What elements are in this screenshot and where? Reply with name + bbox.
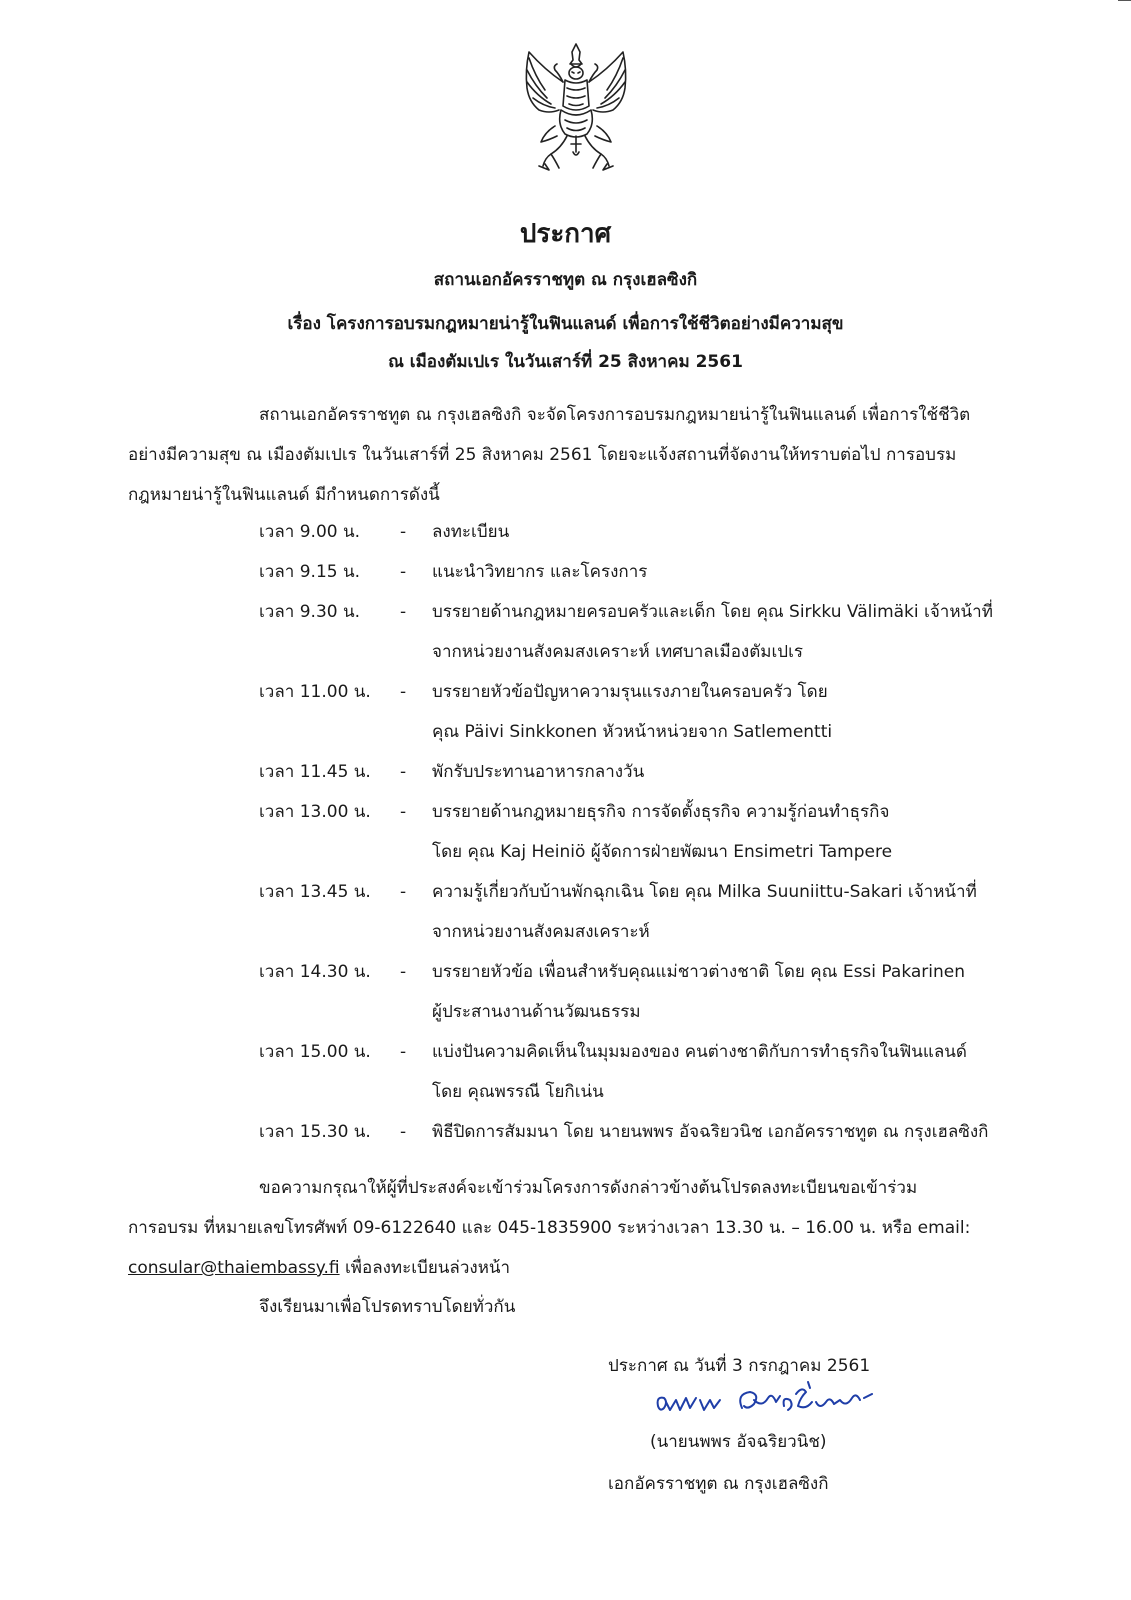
schedule-time: เวลา 15.30 น. [259,1122,371,1142]
intro-line: อย่างมีความสุข ณ เมืองตัมเปเร ในวันเสาร์ที่ 25 สิงหาคม 2561 โดยจะแจ้งสถานที่จัดงานให้ทราบต่อไป การอบรม [128,445,957,465]
schedule-item [0,1032,1131,1112]
schedule-time: เวลา 13.00 น. [259,802,371,822]
schedule-description-continued: ผู้ประสานงานด้านวัฒนธรรม [432,1002,641,1022]
page-title: ประกาศ [519,219,612,249]
schedule-time: เวลา 11.45 น. [259,762,371,782]
schedule-dash: - [400,522,407,542]
signer-name: (นายนพพร อัจฉริยวนิช) [650,1432,827,1452]
schedule-description: บรรยายด้านกฎหมายครอบครัวและเด็ก โดย คุณ Sirkku Välimäki เจ้าหน้าที่ [432,602,993,622]
schedule-dash: - [400,762,407,782]
schedule-item [0,512,1131,552]
schedule-item [0,752,1131,792]
schedule-description: พิธีปิดการสัมมนา โดย นายนพพร อัจฉริยวนิช เอกอัครราชทูต ณ กรุงเฮลซิงกิ [432,1122,989,1142]
schedule-description: ลงทะเบียน [432,522,510,542]
schedule-item [0,952,1131,1032]
schedule-item [0,1112,1131,1152]
closing-line: ขอความกรุณาให้ผู้ที่ประสงค์จะเข้าร่วมโครงการดังกล่าวข้างต้นโปรดลงทะเบียนขอเข้าร่วม [259,1178,918,1198]
closing-line [128,1248,1048,1288]
schedule-description: บรรยายหัวข้อปัญหาความรุนแรงภายในครอบครัว โดย [432,682,828,702]
schedule-item [0,672,1131,752]
schedule-dash: - [400,802,407,822]
schedule-description: ความรู้เกี่ยวกับบ้านพักฉุกเฉิน โดย คุณ Milka Suuniittu-Sakari เจ้าหน้าที่ [432,882,977,902]
schedule-description-continued: จากหน่วยงานสังคมสงเคราะห์ [432,922,650,942]
garuda-emblem-icon [515,40,637,175]
schedule-time: เวลา 14.30 น. [259,962,371,982]
schedule-item [0,792,1131,872]
schedule-time: เวลา 9.30 น. [259,602,361,622]
schedule-description-continued: โดย คุณ Kaj Heiniö ผู้จัดการฝ่ายพัฒนา Ensimetri Tampere [432,842,893,862]
schedule-dash: - [400,602,407,622]
schedule-description: บรรยายหัวข้อ เพื่อนสำหรับคุณแม่ชาวต่างชาติ โดย คุณ Essi Pakarinen [432,962,966,982]
top-edge-rule [1118,0,1131,1]
schedule-description-continued: โดย คุณพรรณี โยกิเน่น [432,1082,604,1102]
issuer-line: สถานเอกอัครราชทูต ณ กรุงเฮลซิงกิ [433,270,698,290]
intro-line: สถานเอกอัครราชทูต ณ กรุงเฮลซิงกิ จะจัดโครงการอบรมกฎหมายน่ารู้ในฟินแลนด์ เพื่อการใช้ชีวิต [259,405,971,425]
closing-line-rest: เพื่อลงทะเบียนล่วงหน้า [339,1258,511,1278]
schedule-description-continued: จากหน่วยงานสังคมสงเคราะห์ เทศบาลเมืองตัมเปเร [432,642,804,662]
handwritten-signature [650,1378,880,1422]
schedule-dash: - [400,562,407,582]
schedule-list [0,512,1131,1152]
schedule-time: เวลา 15.00 น. [259,1042,371,1062]
schedule-dash: - [400,882,407,902]
email-link[interactable]: consular@thaiembassy.fi [128,1258,340,1278]
schedule-item [0,872,1131,952]
schedule-dash: - [400,682,407,702]
schedule-description-continued: คุณ Päivi Sinkkonen หัวหน้าหน่วยจาก Satlementti [432,722,833,742]
schedule-description: แนะนำวิทยากร และโครงการ [432,562,648,582]
closing-paragraph [128,1168,1048,1288]
schedule-item [0,552,1131,592]
dated-line: ประกาศ ณ วันที่ 3 กรกฎาคม 2561 [608,1356,871,1376]
signer-title: เอกอัครราชทูต ณ กรุงเฮลซิงกิ [608,1474,829,1494]
schedule-time: เวลา 13.45 น. [259,882,371,902]
schedule-time: เวลา 11.00 น. [259,682,371,702]
schedule-dash: - [400,962,407,982]
schedule-dash: - [400,1122,407,1142]
schedule-time: เวลา 9.15 น. [259,562,361,582]
closing-line: การอบรม ที่หมายเลขโทรศัพท์ 09-6122640 และ 045-1835900 ระหว่างเวลา 13.30 น. – 16.00 น. หรือ email: [128,1218,971,1238]
schedule-description: พักรับประทานอาหารกลางวัน [432,762,645,782]
schedule-dash: - [400,1042,407,1062]
subject-line: เรื่อง โครงการอบรมกฎหมายน่ารู้ในฟินแลนด์ เพื่อการใช้ชีวิตอย่างมีความสุข [287,314,844,334]
location-date-line: ณ เมืองตัมเปเร ในวันเสาร์ที่ 25 สิงหาคม 2561 [388,352,743,372]
schedule-time: เวลา 9.00 น. [259,522,361,542]
intro-line: กฎหมายน่ารู้ในฟินแลนด์ มีกำหนดการดังนี้ [128,485,440,505]
schedule-item [0,592,1131,672]
schedule-description: บรรยายด้านกฎหมายธุรกิจ การจัดตั้งธุรกิจ ความรู้ก่อนทำธุรกิจ [432,802,890,822]
schedule-description: แบ่งปันความคิดเห็นในมุมมองของ คนต่างชาติกับการทำธุรกิจในฟินแลนด์ [432,1042,967,1062]
regards-line: จึงเรียนมาเพื่อโปรดทราบโดยทั่วกัน [259,1297,516,1317]
intro-paragraph [128,395,1048,515]
